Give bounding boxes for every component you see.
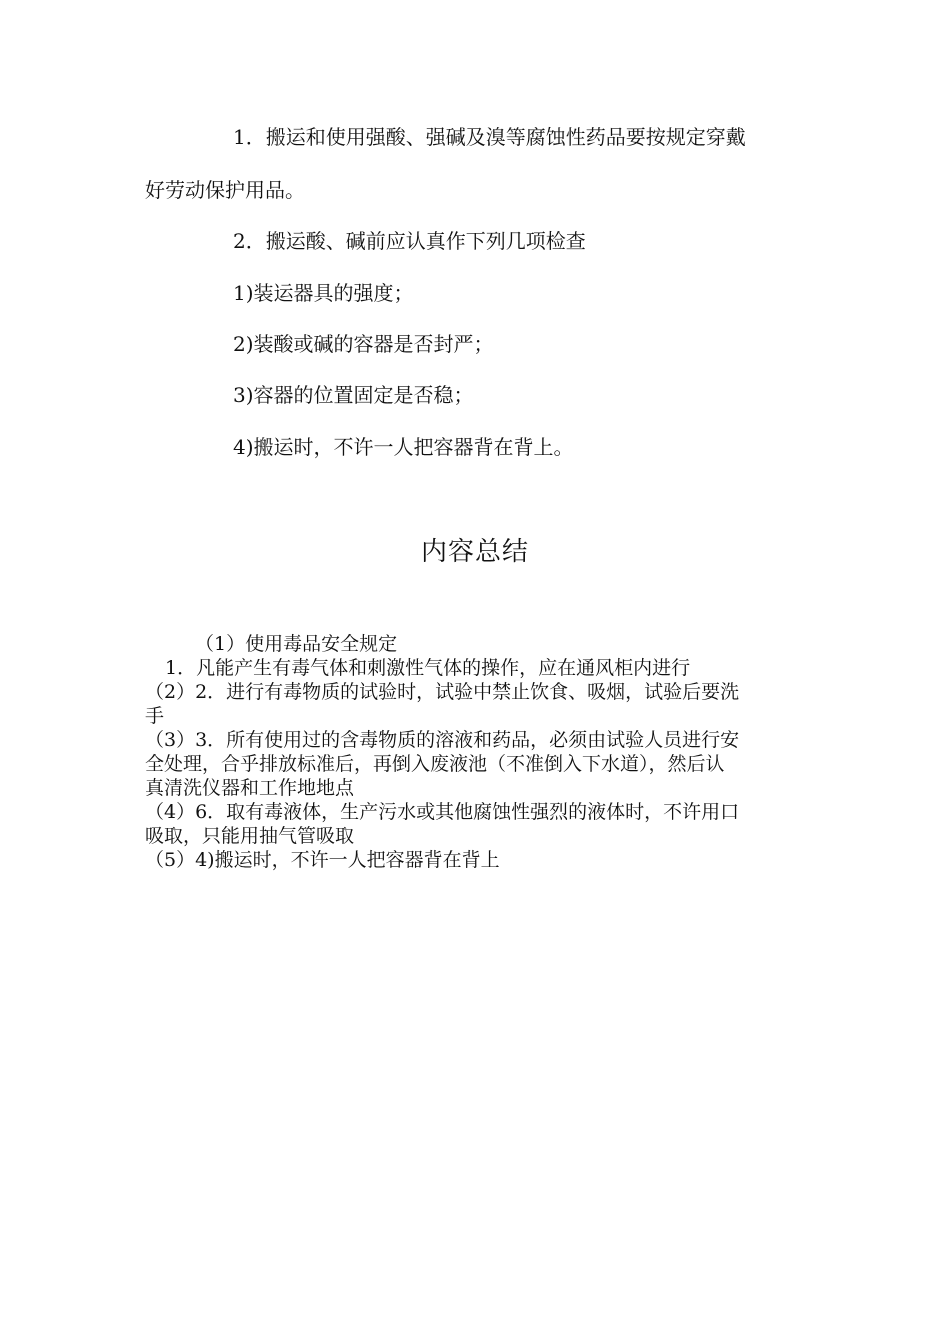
paragraph-1-line-2: 好劳动保护用品。 — [145, 178, 305, 202]
paragraph-2: 2．搬运酸、碱前应认真作下列几项检查 — [233, 229, 586, 253]
check-item-2: 2)装酸或碱的容器是否封严； — [233, 332, 494, 356]
check-item-3: 3)容器的位置固定是否稳； — [233, 383, 474, 407]
summary-block — [145, 632, 805, 872]
summary-line: 全处理，合乎排放标准后，再倒入废液池（不准倒入下水道），然后认 — [145, 753, 725, 775]
summary-line: 手 — [145, 705, 165, 727]
summary-line: （2）2．进行有毒物质的试验时，试验中禁止饮食、吸烟，试验后要洗 — [145, 681, 740, 703]
summary-line: （3）3．所有使用过的含毒物质的溶液和药品，必须由试验人员进行安 — [145, 729, 740, 751]
paragraph-1-line-1: 1．搬运和使用强酸、强碱及溴等腐蚀性药品要按规定穿戴 — [233, 125, 746, 149]
check-item-4: 4)搬运时，不许一人把容器背在背上。 — [233, 435, 574, 459]
summary-line: （5）4)搬运时，不许一人把容器背在背上 — [145, 849, 500, 871]
summary-line: （4）6．取有毒液体，生产污水或其他腐蚀性强烈的液体时，不许用口 — [145, 801, 740, 823]
summary-line: 1．凡能产生有毒气体和刺激性气体的操作，应在通风柜内进行 — [165, 657, 691, 679]
summary-title: 内容总结 — [420, 537, 529, 567]
summary-line: （1）使用毒品安全规定 — [195, 633, 398, 655]
summary-line: 吸取，只能用抽气管吸取 — [145, 825, 355, 847]
check-item-1: 1)装运器具的强度； — [233, 281, 414, 305]
summary-line: 真清洗仪器和工作地地点 — [145, 777, 355, 799]
